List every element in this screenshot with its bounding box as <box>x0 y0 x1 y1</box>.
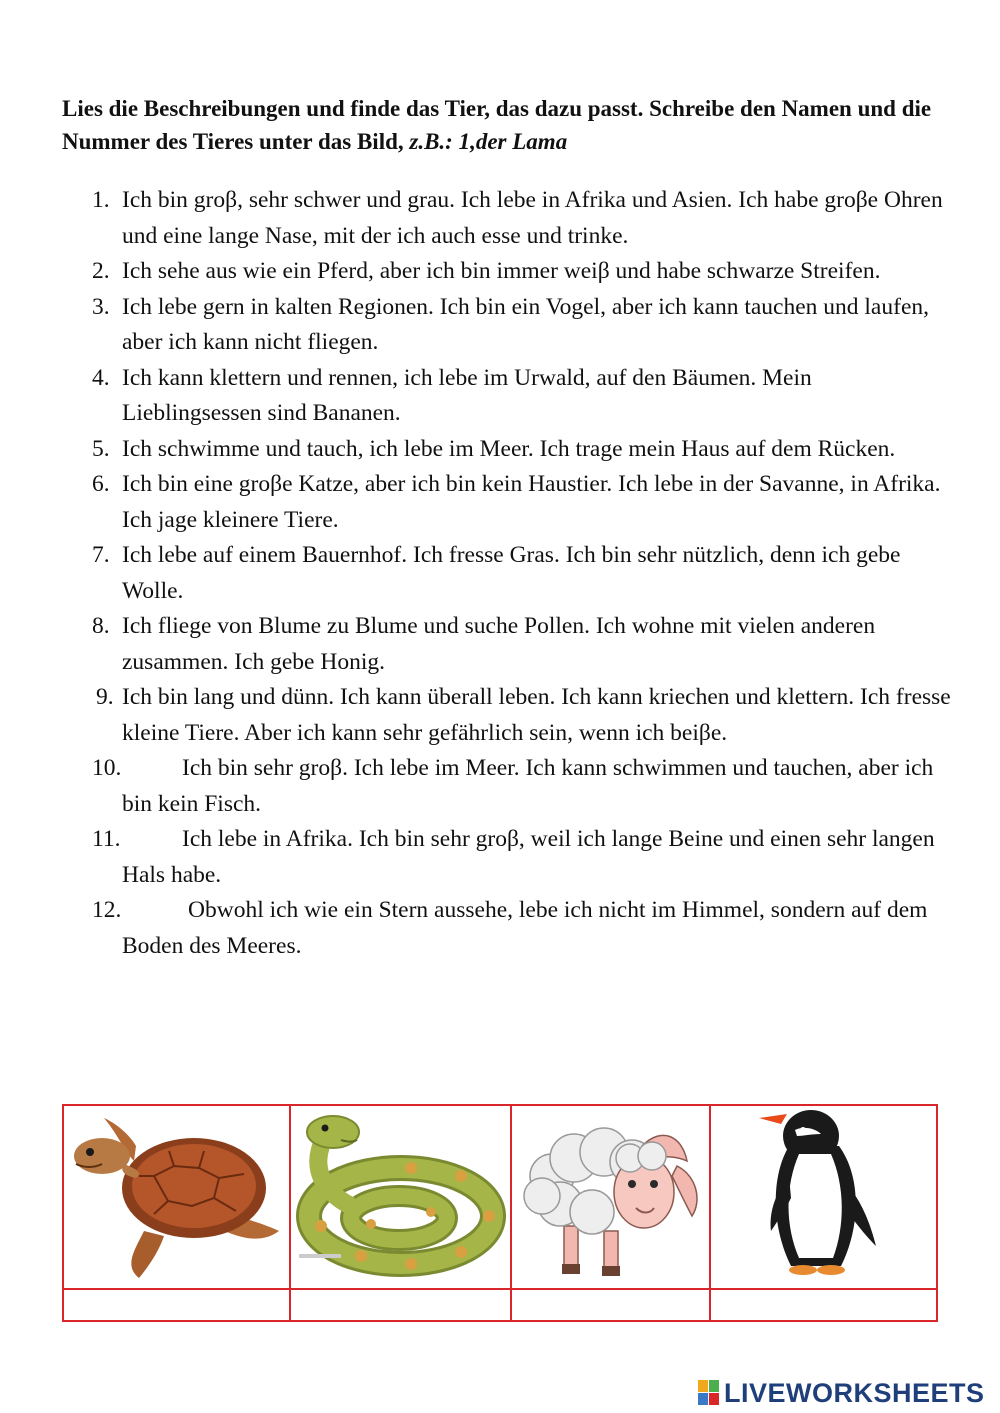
item-text: Ich fliege von Blume zu Blume und suche Pollen. Ich wohne mit vielen anderen zusammen. Ich gebe Honig. <box>122 613 876 675</box>
item-text: Ich bin sehr groβ. Ich lebe im Meer. Ich kann schwimmen und tauchen, aber ich bin kein Fisch. <box>122 755 934 817</box>
item-number: 3. <box>92 293 110 320</box>
list-item <box>0 254 1000 290</box>
item-number: 11. <box>92 826 121 852</box>
item-text: Ich lebe auf einem Bauernhof. Ich fresse Gras. Ich bin sehr nützlich, denn ich gebe Wolle. <box>122 542 901 604</box>
image-cell-sheep <box>512 1106 709 1288</box>
list-item <box>0 822 1000 893</box>
list-item <box>0 538 1000 609</box>
penguin-image <box>711 1106 938 1288</box>
list-item <box>0 183 1000 254</box>
item-text: Ich bin lang und dünn. Ich kann überall leben. Ich kann kriechen und klettern. Ich fresse kleine Tiere. Aber ich kann sehr gefährlich sein, wenn ich beiβe. <box>122 684 951 746</box>
item-number: 9. <box>96 684 114 710</box>
list-item <box>0 751 1000 822</box>
list-item <box>0 680 1000 751</box>
answer-field-2[interactable] <box>291 1290 510 1320</box>
item-number: 4. <box>92 364 110 391</box>
list-item <box>0 467 1000 538</box>
item-text: Ich lebe in Afrika. Ich bin sehr groβ, weil ich lange Beine und einen sehr langen Hals habe. <box>122 826 935 888</box>
item-number: 12. <box>92 897 122 923</box>
instructions-example: z.B.: 1,der Lama <box>409 129 568 154</box>
image-cell-snake <box>291 1106 510 1288</box>
logo-icon <box>698 1380 720 1406</box>
item-text: Ich bin eine groβe Katze, aber ich bin kein Haustier. Ich lebe in der Savanne, in Afrika. Ich jage kleinere Tiere. <box>122 471 941 533</box>
answer-field-1[interactable] <box>64 1290 289 1320</box>
item-text: Ich schwimme und tauch, ich lebe im Meer. Ich trage mein Haus auf dem Rücken. <box>122 435 896 462</box>
item-text: Ich lebe gern in kalten Regionen. Ich bin ein Vogel, aber ich kann tauchen und laufen, aber ich kann nicht fliegen. <box>122 293 929 355</box>
image-cell-turtle <box>64 1106 289 1288</box>
snake-image <box>291 1106 510 1288</box>
sheep-image <box>512 1106 709 1288</box>
item-text: Ich bin groβ, sehr schwer und grau. Ich lebe in Afrika und Asien. Ich habe groβe Ohren und eine lange Nase, mit der ich auch esse und trinke. <box>122 187 943 249</box>
answer-grid <box>62 1104 938 1322</box>
list-item <box>0 290 1000 361</box>
item-text: Ich sehe aus wie ein Pferd, aber ich bin immer weiβ und habe schwarze Streifen. <box>122 258 881 284</box>
turtle-image <box>64 1106 289 1288</box>
list-item <box>0 893 1000 964</box>
item-number: 7. <box>92 542 110 568</box>
item-number: 1. <box>92 187 110 213</box>
item-number: 5. <box>92 435 110 462</box>
image-cell-penguin <box>711 1106 938 1288</box>
instructions <box>62 92 942 158</box>
answer-field-3[interactable] <box>512 1290 709 1320</box>
answer-field-4[interactable] <box>711 1290 938 1320</box>
item-number: 10. <box>92 755 122 781</box>
item-number: 2. <box>92 258 110 284</box>
instructions-text: Lies die Beschreibungen und finde das Tier, das dazu passt. Schreibe den Namen und die Nummer des Tieres unter das Bild, <box>62 96 932 154</box>
item-number: 6. <box>92 471 110 497</box>
liveworksheets-logo <box>698 1377 985 1409</box>
item-number: 8. <box>92 613 110 639</box>
description-list <box>0 183 1000 964</box>
item-text: Ich kann klettern und rennen, ich lebe im Urwald, auf den Bäumen. Mein Lieblingsessen sind Bananen. <box>122 364 812 426</box>
item-text: Obwohl ich wie ein Stern aussehe, lebe ich nicht im Himmel, sondern auf dem Boden des Meeres. <box>122 897 928 959</box>
list-item <box>0 432 1000 468</box>
logo-text: LIVEWORKSHEETS <box>724 1377 985 1408</box>
list-item <box>0 361 1000 432</box>
list-item <box>0 609 1000 680</box>
